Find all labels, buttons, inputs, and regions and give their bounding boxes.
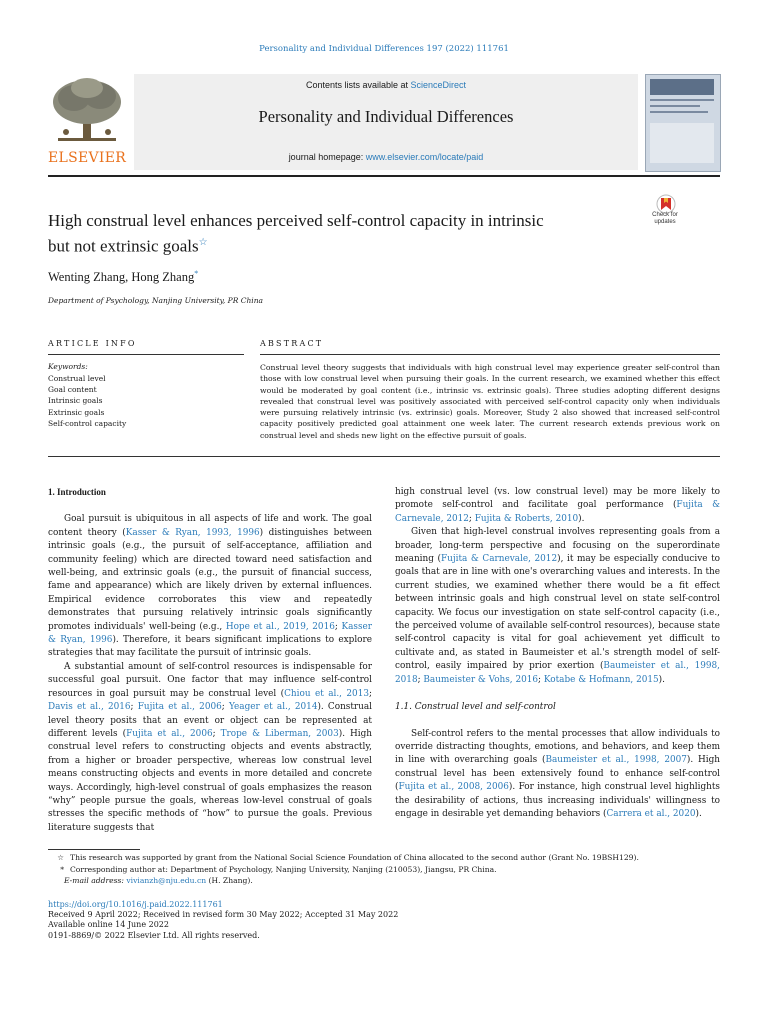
citation-link[interactable]: Baumeister et al., 1998, 2018 [395,661,720,685]
doi-link[interactable]: https://doi.org/10.1016/j.paid.2022.111761 [48,900,223,909]
citation-link[interactable]: Fujita & Carnevale, 2012 [395,500,720,524]
check-for-updates-label: Check for updates [652,212,678,225]
journal-cover-thumbnail [645,74,721,172]
title-line-2-text: but not extrinsic goals [48,236,199,256]
corresponding-author-mark[interactable]: * [194,269,199,278]
body-right-column [395,486,720,821]
author-list [48,269,198,285]
footnote-rule [48,849,140,850]
article-title [48,210,628,258]
footnote-mark: ☆ [57,853,64,862]
abstract-rule [260,354,720,355]
citation-link[interactable]: Yeager et al., 2014 [228,702,318,713]
citation-link[interactable]: Chiou et al., 2013 [284,688,369,699]
author-2[interactable]: Hong Zhang [131,270,195,285]
keywords-label: Keywords: [48,362,88,371]
received-dates: Received 9 April 2022; Received in revised form 30 May 2022; Accepted 31 May 2022 [48,910,399,920]
article-info-rule [48,354,244,355]
citation-link[interactable]: Fujita & Carnevale, 2012 [440,554,558,565]
citation-link[interactable]: Kasser & Ryan, 1996 [48,621,373,646]
sciencedirect-link[interactable]: ScienceDirect [410,80,467,90]
paragraph: high construal level (vs. low construal level) may be more likely to promote self-control and facilitate goal performance (Fujita & Carnevale, 2012; Fujita & Roberts, 2010). [395,487,720,524]
body-left-column [48,486,372,835]
citation-link[interactable]: Baumeister et al., 1998, 2007 [545,755,687,766]
article-info-heading: ARTICLE INFO [48,339,137,348]
citation-link[interactable]: Baumeister & Vohs, 2016 [423,674,539,685]
paragraph: Self-control refers to the mental processes that allow individuals to override distracting thoughts, emotions, and behaviors, and keep them in line with overarching goals (Baumeister et al., 1998, 2007). High construal level has been extensively found to enhance self-control (Fujita et al., 2008, 2006). For instance, high construal level highlights the desirability of actions, thus increasing individuals' willingness to engage in desirable yet demanding behaviors (Carrera et al., 2020). [395,728,720,819]
funding-footnote: ☆ This research was supported by grant from the National Social Science Foundation of China allocated to the second author (Grant No. 19BSH129). [48,852,720,864]
author-separator: , [125,270,132,285]
footnote-mark: * [60,864,64,874]
journal-citation-link[interactable]: Personality and Individual Differences 197 (2022) 111761 [259,44,509,54]
corresponding-footnote: * Corresponding author at: Department of Psychology, Nanjing University, Nanjing (210053), Jiangsu, PR China. [48,864,720,876]
journal-homepage-link[interactable]: www.elsevier.com/locate/paid [365,152,484,162]
elsevier-tree-icon [48,76,126,148]
keyword: Goal content [48,385,97,395]
paragraph: Goal pursuit is ubiquitous in all aspects of life and work. The goal content theory (Kasser & Ryan, 1993, 1996) distinguishes between intrinsic goals (e.g., the pursuit of self-acceptance, affiliation and community feeling) which are directed toward need satisfaction and well-being, and extrinsic goals (e.g., the pursuit of financial success, fame and appearance) which are likely driven by external influences. Empirical evidence corroborates this view and repeatedly demonstrates that pursuing relatively intrinsic goals significantly promotes individuals' well-being (e.g., Hope et al., 2019, 2016; Kasser & Ryan, 1996). Therefore, it bears significant implications to explore strategies that may facilitate the pursuit of intrinsic goals. [48,514,373,659]
email-line: E-mail address: vivianzh@nju.edu.cn (H. Zhang). [64,876,253,885]
available-online: Available online 14 June 2022 [48,920,169,930]
email-label: E-mail address: [64,876,127,885]
citation-link[interactable]: Hope et al., 2019, 2016 [225,621,335,632]
paragraph: A substantial amount of self-control resources is indispensable for successful goal pursuit. One factor that may influence self-control resources in goal pursuit may be construal level (Chiou et al., 2013; Davis et al., 2016; Fujita et al., 2006; Yeager et al., 2014). Construal level theory posits that an event or object can be represented at different levels (Fujita et al., 2006; Trope & Liberman, 2003). High construal level refers to constructing objects and events abstractly, from a higher or broader perspective, whereas low construal level means constructing objects and events in more detailed and concrete ways. Accordingly, high-level construal of goals emphasizes the reason “why” people pursue the goals, whereas low-level construal of goals stresses the specific methods of “how” to pursue the goals. Previous literature suggests that [48,661,373,833]
abstract-bottom-rule [48,456,720,457]
paragraph: Given that high-level construal involves representing goals from a broader, long-term perspective and focusing on the superordinate meaning (Fujita & Carnevale, 2012), it may be especially conducive to goals that are in line with one's overarching values and interests. In the current studies, we examined whether there would be a fit effect between intrinsic goals and high construal level on state self-control capacity. We focus our investigation on state self-control capacity (i.e., the perceived volume of available self-control resources), because state self-control capacity is vital for goal achievement yet difficult to cultivate and, as stated in Baumeister et al.'s strength model of self-control, easily impaired by prior exertion (Baumeister et al., 1998, 2018; Baumeister & Vohs, 2016; Kotabe & Hofmann, 2015). [395,527,720,685]
citation-link[interactable]: Fujita et al., 2006 [137,702,222,713]
citation-link[interactable]: Davis et al., 2016 [48,702,131,713]
article-meta [48,900,720,941]
section-heading-introduction: 1. Introduction [48,487,106,497]
keyword: Construal level [48,374,106,383]
contents-prefix: Contents lists available at [305,80,411,90]
abstract-text: Construal level theory suggests that individuals with high construal level may experience greater self-control than those with low construal level when pursuing their goals. In the current research, we examined whether this effect would be moderated by goal content (i.e., intrinsic vs. extrinsic goals). Three studies adopting different designs revealed that construal level was positively associated with perceived self-control capacity only when individuals were pursuing relatively intrinsic (vs. extrinsic) goals. Moreover, Study 2 also showed that increased self-control capacity positively predicted goal attainment one week later. The current research extends previous work on construal level and sheds new light on the effective pursuit of goals. [260,363,720,440]
affiliation: Department of Psychology, Nanjing University, PR China [48,296,264,305]
title-line-1: High construal level enhances perceived self-control capacity in intrinsic [48,211,544,230]
author-1[interactable]: Wenting Zhang [48,270,126,285]
citation-link[interactable]: Fujita & Roberts, 2010 [474,513,579,524]
abstract-heading: ABSTRACT [260,339,324,348]
keywords-list [48,373,126,429]
citation-link[interactable]: Trope & Liberman, 2003 [220,728,339,739]
footnotes [48,852,720,887]
citation-link[interactable]: Fujita et al., 2008, 2006 [398,782,509,793]
copyright: 0191-8869/© 2022 Elsevier Ltd. All rights reserved. [48,930,260,940]
citation-link[interactable]: Fujita et al., 2006 [126,728,213,739]
citation-link[interactable]: Kasser & Ryan, 1993, 1996 [125,527,260,538]
homepage-prefix: journal homepage: [288,152,366,162]
citation-link[interactable]: Carrera et al., 2020 [606,808,696,819]
title-line-2 [48,232,628,258]
bookmark-icon [650,194,682,214]
keyword: Extrinsic goals [48,407,105,417]
publisher-wordmark: ELSEVIER [48,150,127,166]
keyword: Intrinsic goals [48,396,103,406]
journal-homepage-line [134,152,638,162]
citation-link[interactable]: Kotabe & Hofmann, 2015 [543,674,659,685]
email-link[interactable]: vivianzh@nju.edu.cn [126,876,207,885]
header-rule [48,175,720,177]
journal-name: Personality and Individual Differences [258,107,514,126]
contents-lists-line [134,80,638,90]
title-footnote-mark[interactable]: ☆ [198,237,208,248]
elsevier-logo [48,76,126,166]
keyword: Self-control capacity [48,418,127,428]
subsection-heading: 1.1. Construal level and self-control [395,702,556,713]
